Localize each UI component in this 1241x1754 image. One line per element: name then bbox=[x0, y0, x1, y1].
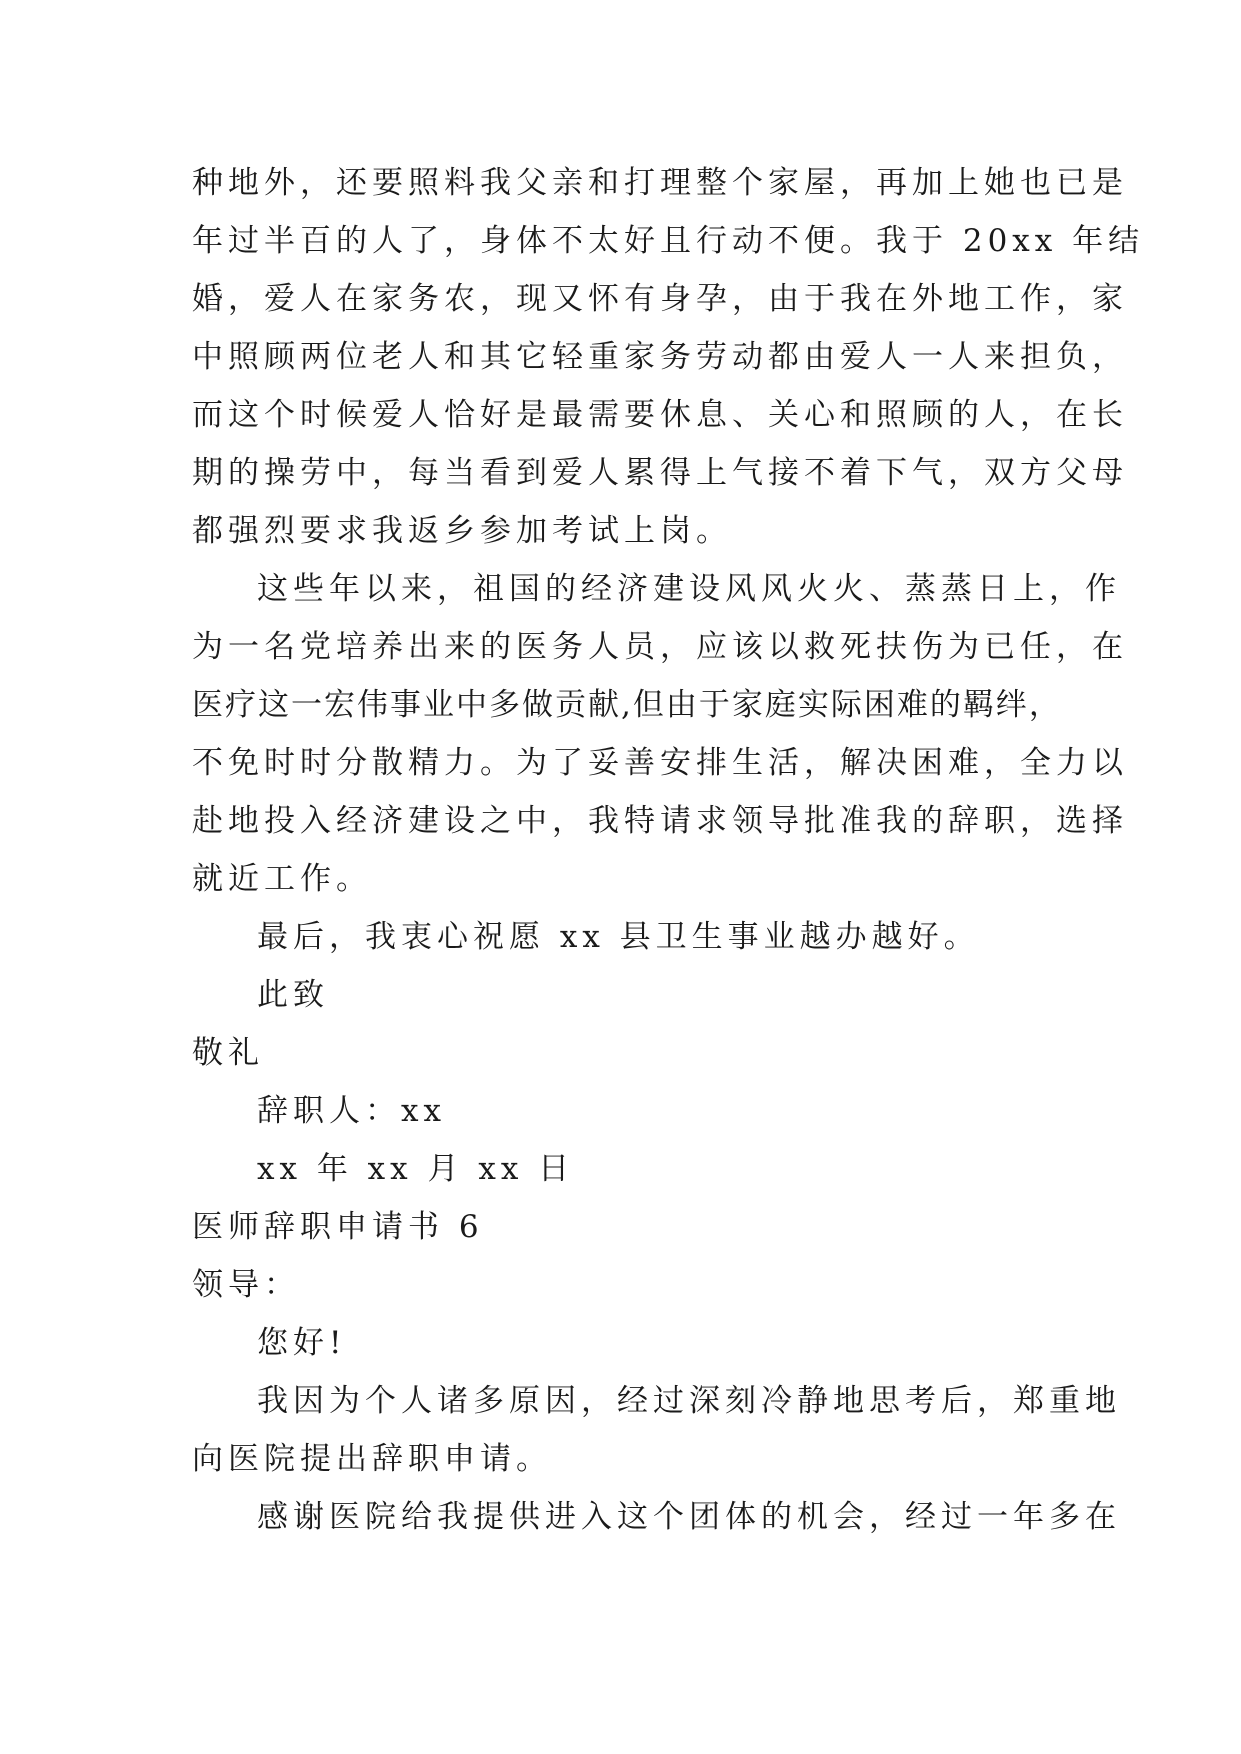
paragraph-start-line: 感谢医院给我提供进入这个团体的机会，经过一年多在 bbox=[257, 1499, 1121, 1535]
text-line: 医疗这一宏伟事业中多做贡献,但由于家庭实际困难的羁绊， bbox=[192, 687, 1062, 723]
addressee: 领导： bbox=[192, 1267, 300, 1303]
text-line: 种地外，还要照料我父亲和打理整个家屋，再加上她也已是 bbox=[192, 165, 1128, 201]
text-line: 向医院提出辞职申请。 bbox=[192, 1441, 552, 1477]
text-line: 而这个时候爱人恰好是最需要休息、关心和照顾的人，在长 bbox=[192, 397, 1128, 433]
closing-wish-line: 最后，我衷心祝愿 xx 县卫生事业越办越好。 bbox=[257, 919, 980, 955]
document-body bbox=[192, 154, 1145, 1546]
text-line: 赴地投入经济建设之中，我特请求领导批准我的辞职，选择 bbox=[192, 803, 1128, 839]
text-line: 年过半百的人了，身体不太好且行动不便。我于 20xx 年结 bbox=[192, 223, 1145, 259]
greeting: 您好! bbox=[257, 1325, 347, 1361]
text-line: 期的操劳中，每当看到爱人累得上气接不着下气，双方父母 bbox=[192, 455, 1128, 491]
text-line: 为一名党培养出来的医务人员，应该以救死扶伤为已任，在 bbox=[192, 629, 1128, 665]
text-line: 就近工作。 bbox=[192, 861, 372, 897]
signature-date: xx 年 xx 月 xx 日 bbox=[257, 1151, 575, 1187]
text-line: 都强烈要求我返乡参加考试上岗。 bbox=[192, 513, 732, 549]
salutation-cizhi: 此致 bbox=[257, 977, 329, 1013]
text-line: 婚，爱人在家务农，现又怀有身孕，由于我在外地工作，家 bbox=[192, 281, 1128, 317]
paragraph-start-line: 我因为个人诸多原因，经过深刻冷静地思考后，郑重地 bbox=[257, 1383, 1121, 1419]
text-line: 不免时时分散精力。为了妥善安排生活，解决困难，全力以 bbox=[192, 745, 1128, 781]
section-title: 医师辞职申请书 6 bbox=[192, 1209, 484, 1245]
signature-name: 辞职人：xx bbox=[257, 1093, 446, 1129]
text-line: 中照顾两位老人和其它轻重家务劳动都由爱人一人来担负， bbox=[192, 339, 1128, 375]
salutation-jingli: 敬礼 bbox=[192, 1035, 264, 1071]
paragraph-start-line: 这些年以来，祖国的经济建设风风火火、蒸蒸日上，作 bbox=[257, 571, 1121, 607]
